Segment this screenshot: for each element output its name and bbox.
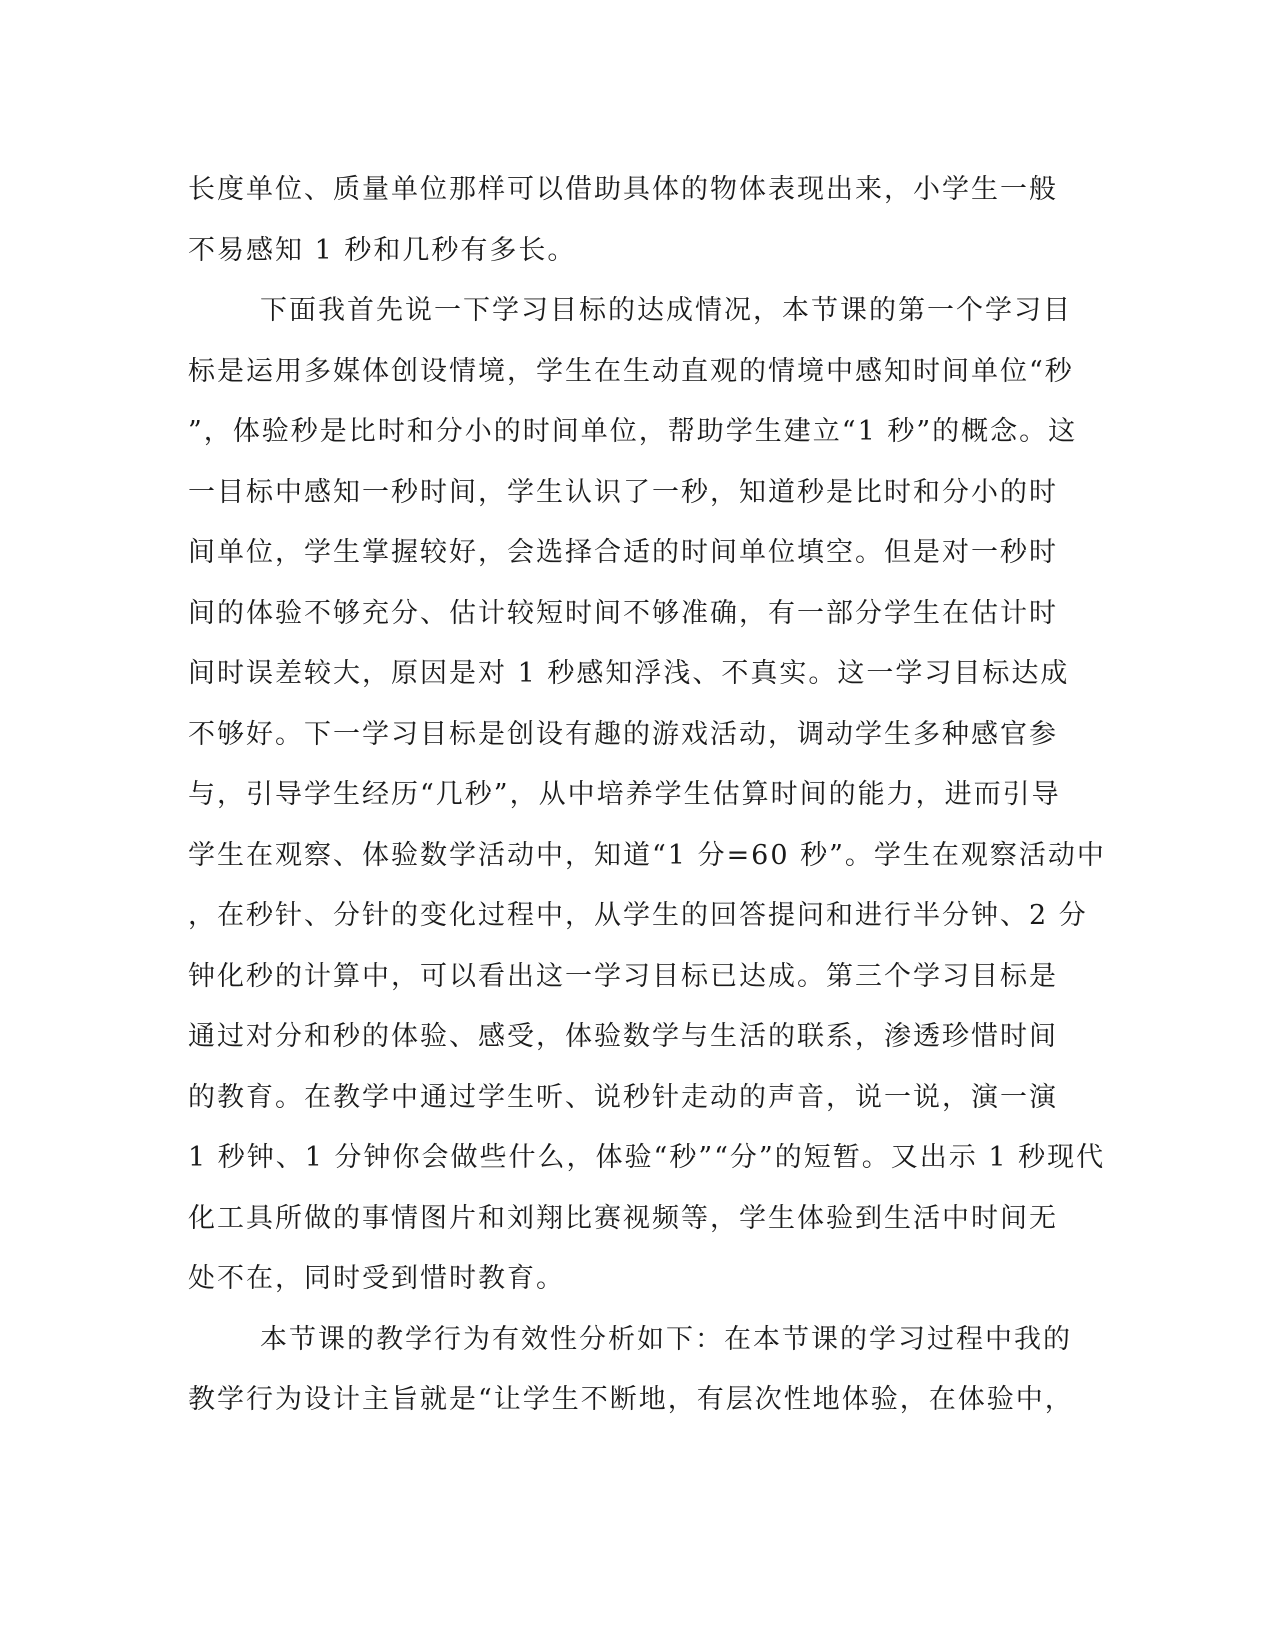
text-line: 间时误差较大，原因是对 1 秒感知浮浅、不真实。这一学习目标达成: [188, 658, 1070, 689]
text-line: 钟化秒的计算中，可以看出这一学习目标已达成。第三个学习目标是: [188, 960, 1058, 992]
text-line: ，在秒针、分针的变化过程中，从学生的回答提问和进行半分钟、2 分: [188, 900, 1088, 931]
text-line: 学生在观察、体验数学活动中，知道“1 分=60 秒”。学生在观察活动中: [188, 839, 1106, 871]
text-line: 化工具所做的事情图片和刘翔比赛视频等，学生体验到生活中时间无: [188, 1202, 1058, 1234]
paragraph-start-line: 下面我首先说一下学习目标的达成情况，本节课的第一个学习目: [260, 295, 1072, 326]
text-line: 间的体验不够充分、估计较短时间不够准确，有一部分学生在估计时: [188, 597, 1058, 629]
text-line: 通过对分和秒的体验、感受，体验数学与生活的联系，渗透珍惜时间: [188, 1021, 1058, 1052]
paragraph-start-line: 本节课的教学行为有效性分析如下：在本节课的学习过程中我的: [260, 1323, 1072, 1355]
text-line: 间单位，学生掌握较好，会选择合适的时间单位填空。但是对一秒时: [188, 537, 1058, 568]
text-line: 教学行为设计主旨就是“让学生不断地，有层次性地体验，在体验中，: [188, 1384, 1074, 1415]
text-line: 标是运用多媒体创设情境，学生在生动直观的情境中感知时间单位“秒: [188, 355, 1074, 387]
text-line: 的教育。在教学中通过学生听、说秒针走动的声音，说一说，演一演: [188, 1081, 1058, 1113]
text-line: 不易感知 1 秒和几秒有多长。: [188, 234, 577, 266]
text-line: 与，引导学生经历“几秒”，从中培养学生估算时间的能力，进而引导: [188, 779, 1061, 810]
body-text: [188, 160, 1106, 1431]
text-line: 处不在，同时受到惜时教育。: [188, 1263, 565, 1294]
text-line: 1 秒钟、1 分钟你会做些什么，体验“秒”“分”的短暂。又出示 1 秒现代: [188, 1142, 1106, 1173]
text-line: ”，体验秒是比时和分小的时间单位，帮助学生建立“1 秒”的概念。这: [188, 416, 1078, 447]
text-line: 长度单位、质量单位那样可以借助具体的物体表现出来，小学生一般: [188, 174, 1058, 205]
text-line: 一目标中感知一秒时间，学生认识了一秒，知道秒是比时和分小的时: [188, 476, 1058, 508]
text-line: 不够好。下一学习目标是创设有趣的游戏活动，调动学生多种感官参: [188, 718, 1058, 750]
